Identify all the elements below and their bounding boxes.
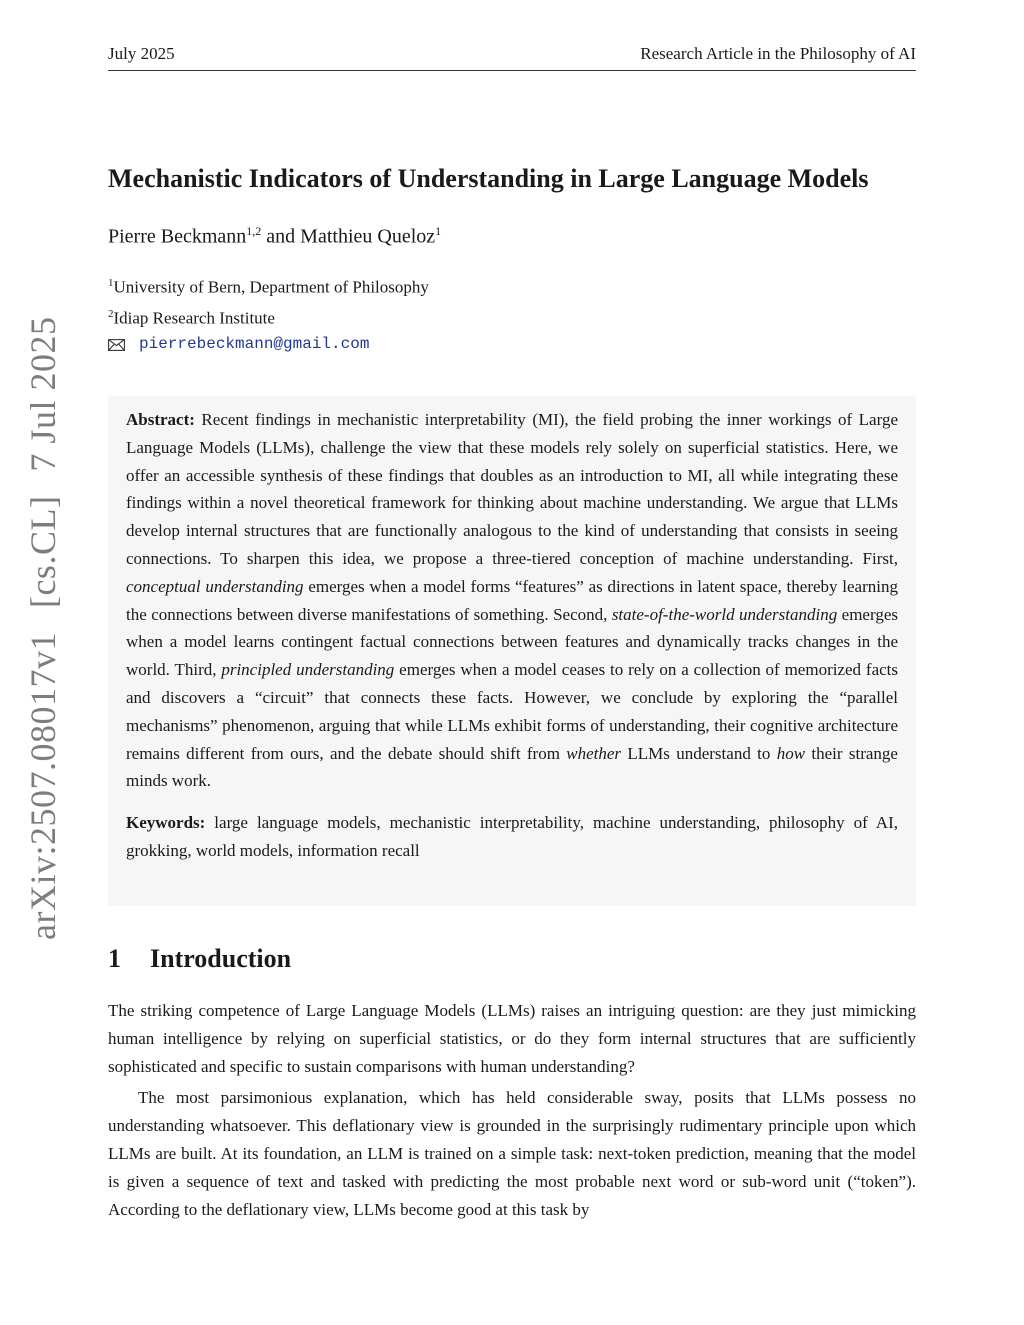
keywords-paragraph <box>126 809 898 865</box>
arxiv-category: [cs.CL] <box>23 495 63 609</box>
abstract-text: emerges when a model forms “features” as directions in latent space, thereby learning the connections between diverse manifestations of something. Second, <box>126 576 898 624</box>
author-name: Pierre Beckmann <box>108 225 247 248</box>
body-text <box>108 997 916 1223</box>
affiliation-marker: 1 <box>108 277 114 289</box>
author-affiliation-marker: 1 <box>435 224 442 238</box>
abstract-emphasis: principled understanding <box>221 660 395 680</box>
arxiv-stamp <box>22 293 64 940</box>
header-date: July 2025 <box>108 44 175 63</box>
author-name: Matthieu Queloz <box>300 225 436 248</box>
section-number: 1 <box>108 944 121 973</box>
author-connector: and <box>261 225 301 248</box>
abstract-text: their strange minds work. <box>126 743 898 791</box>
author-affiliation-marker: 1,2 <box>246 224 262 238</box>
abstract-paragraph <box>126 406 898 795</box>
section-title: Introduction <box>150 944 292 973</box>
arxiv-id: arXiv:2507.08017v1 <box>23 632 63 940</box>
abstract-emphasis: whether <box>566 743 622 763</box>
keywords-text: large language models, mechanistic interpretability, machine understanding, philosophy of AI, grokking, world models, information recall <box>126 813 898 860</box>
paper-title: Mechanistic Indicators of Understanding in Large Language Models <box>108 164 869 193</box>
affiliation-line <box>108 301 429 332</box>
email-link[interactable]: pierrebeckmann@gmail.com <box>139 335 370 354</box>
running-header <box>108 44 916 71</box>
affiliation-text: Idiap Research Institute <box>113 308 275 328</box>
keywords-label: Keywords: <box>126 813 206 833</box>
body-paragraph: The most parsimonious explanation, which has held considerable sway, posits that LLMs possess no understanding whatsoever. This deflationary view is grounded in the surprisingly rudimentary principle upon which LLMs are built. At its foundation, an LLM is trained on a simple task: next-token prediction, meaning that the model is given a sequence of text and tasked with predicting the most probable next word or sub-word unit (“token”). According to the deflationary view, LLMs become good at this task by <box>108 1088 916 1219</box>
affiliation-line <box>108 270 429 301</box>
arxiv-date: 7 Jul 2025 <box>23 316 63 472</box>
abstract-emphasis: how <box>776 743 806 763</box>
abstract-label: Abstract: <box>126 410 195 429</box>
body-paragraph: The striking competence of Large Language Models (LLMs) raises an intriguing question: are they just mimicking human intelligence by relying on superficial statistics, or do they form internal structures that are sufficiently sophisticated and specific to sustain comparisons with human understanding? <box>108 1001 916 1076</box>
abstract-text: Recent findings in mechanistic interpretability (MI), the field probing the inner workings of Large Language Models (LLMs), challenge the view that these models rely solely on superficial statistics. Here, we offer an accessible synthesis of these findings that doubles as an introduction to MI, all while integrating these findings within a novel theoretical framework for thinking about machine understanding. We argue that LLMs develop internal structures that are functionally analogous to the kind of understanding that consists in seeing connections. To sharpen this idea, we propose a three-tiered conception of machine understanding. First, <box>126 410 898 568</box>
section-heading <box>108 944 291 974</box>
header-venue: Research Article in the Philosophy of AI <box>640 44 916 63</box>
contact-line <box>108 331 429 358</box>
abstract-emphasis: conceptual understanding <box>126 576 304 596</box>
affiliations <box>108 270 429 358</box>
abstract-text: LLMs understand to <box>621 743 777 763</box>
author-list <box>108 224 441 249</box>
envelope-icon <box>108 339 125 351</box>
abstract-emphasis: state-of-the-world understanding <box>611 604 838 624</box>
affiliation-text: University of Bern, Department of Philosophy <box>113 277 429 297</box>
affiliation-marker: 2 <box>108 307 114 320</box>
abstract-text: emerges when a model ceases to rely on a collection of memorized facts and discovers a “circuit” that connects these facts. However, we conclude by exploring the “parallel mechanisms” phenomenon, arguing that while LLMs exhibit forms of understanding, their cognitive architecture remains different from ours, and the debate should shift from <box>126 660 898 763</box>
abstract-text: emerges when a model learns contingent factual connections between features and dynamically tracks changes in the world. Third, <box>126 604 898 680</box>
abstract-box <box>108 396 916 906</box>
